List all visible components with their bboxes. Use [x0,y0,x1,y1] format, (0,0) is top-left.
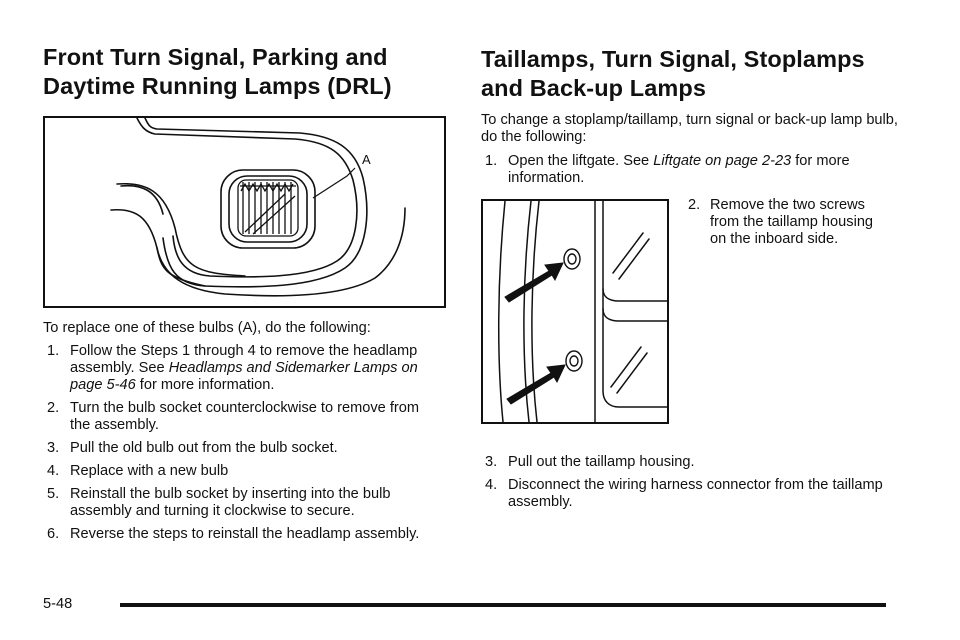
intro-paragraph: To change a stoplamp/taillamp, turn signal or back-up lamp bulb, do the following: [481,112,898,145]
list-item [481,153,901,187]
step-number: 2. [688,197,701,213]
step-text: Follow the Steps 1 through 4 to remove the headlamp assembly. See [70,343,418,376]
step-text: Disconnect the wiring harness connector from the taillamp assembly. [508,477,883,510]
step-number: 1. [485,153,498,169]
steps-list [688,197,878,254]
list-item [481,477,901,511]
list-item [688,197,878,248]
step-text: Pull out the taillamp housing. [508,454,695,470]
list-item [43,440,443,457]
step-text: for more information. [508,153,850,186]
list-item [43,486,443,520]
list-item [481,454,901,471]
page-reference-link[interactable]: Headlamps and Sidemarker Lamps on page 5-46 [70,360,418,393]
heading-line: Daytime Running Lamps (DRL) [43,73,392,99]
step-number: 6. [47,526,60,542]
step-text: Remove the two screws from the taillamp housing on the inboard side. [710,197,874,247]
front-lamp-drawing [45,118,444,306]
heading-line: Taillamps, Turn Signal, Stoplamps [481,46,865,72]
step-number: 3. [485,454,498,470]
step-text: Reverse the steps to reinstall the headlamp assembly. [70,526,420,542]
list-item [43,400,443,434]
taillamp-drawing [483,201,667,422]
step-text: Pull the old bulb out from the bulb socket. [70,440,338,456]
taillamp-screws-illustration [481,199,669,424]
step-number: 4. [485,477,498,493]
heading-line: Front Turn Signal, Parking and [43,44,388,70]
step-number: 1. [47,343,60,359]
section-heading-front-lamps [43,43,448,101]
intro-paragraph: To replace one of these bulbs (A), do the following: [43,320,371,336]
footer-divider [120,603,886,607]
step-text: Open the liftgate. See [508,153,654,169]
step-number: 3. [47,440,60,456]
step-text: for more information. [135,377,275,393]
step-text: Turn the bulb socket counterclockwise to remove from the assembly. [70,400,420,433]
steps-list [481,153,901,193]
step-text: Replace with a new bulb [70,463,229,479]
step-number: 2. [47,400,60,416]
list-item [43,463,443,480]
page-reference-link[interactable]: Liftgate on page 2-23 [653,153,792,169]
list-item [43,343,443,394]
steps-list [43,343,443,549]
page-number: 5-48 [43,596,73,612]
steps-list [481,454,901,517]
step-text: Reinstall the bulb socket by inserting into the bulb assembly and turning it clockwise to secure. [70,486,391,519]
list-item [43,526,443,543]
step-number: 5. [47,486,60,502]
step-number: 4. [47,463,60,479]
section-heading-taillamps [481,45,921,103]
front-lamp-illustration [43,116,446,308]
callout-label-a: A [362,152,371,167]
heading-line: and Back-up Lamps [481,75,706,101]
